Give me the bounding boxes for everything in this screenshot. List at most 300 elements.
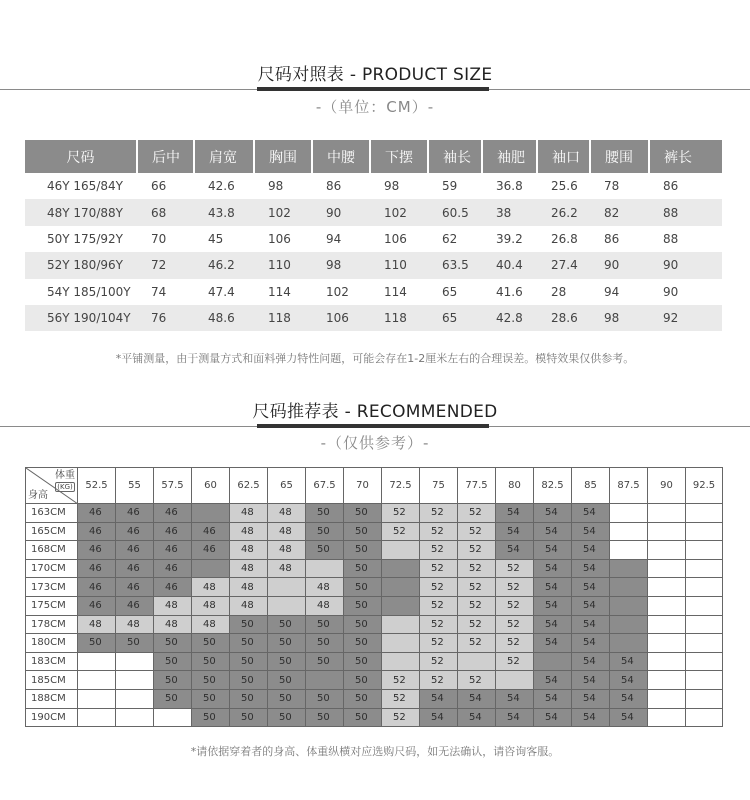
size-recommend-cell <box>420 689 458 708</box>
size-recommend-cell <box>648 559 686 578</box>
size-recommend-cell <box>458 504 496 523</box>
size-recommend-cell <box>458 522 496 541</box>
size-recommend-value: 52 <box>431 674 444 686</box>
size-recommend-value: 52 <box>431 618 444 630</box>
size-recommend-cell <box>344 596 382 615</box>
weight-header-cell: 75 <box>420 468 458 504</box>
size-chart-heading <box>0 60 750 85</box>
size-recommend-cell <box>610 522 648 541</box>
size-value-cell: 86 <box>604 231 620 246</box>
size-recommend-cell <box>686 578 723 597</box>
size-recommend-value: 48 <box>317 581 330 593</box>
size-recommend-value: 50 <box>355 544 368 556</box>
size-value-cell: 106 <box>312 305 370 331</box>
size-recommend-cell <box>306 634 344 653</box>
height-label-cell: 165CM <box>26 522 78 541</box>
size-recommend-cell <box>534 596 572 615</box>
size-recommend-value: 50 <box>355 618 368 630</box>
size-recommend-cell <box>420 634 458 653</box>
size-recommend-cell <box>610 504 648 523</box>
size-recommend-value: 50 <box>127 637 140 649</box>
size-value-cell: 48.6 <box>194 305 254 331</box>
size-recommend-cell <box>610 652 648 671</box>
size-recommend-cell <box>154 596 192 615</box>
size-recommend-cell <box>78 596 116 615</box>
size-recommend-cell <box>686 596 723 615</box>
size-recommend-value: 50 <box>355 581 368 593</box>
weight-header-cell: 80 <box>496 468 534 504</box>
size-recommend-value: 50 <box>165 656 178 668</box>
size-recommend-cell <box>344 615 382 634</box>
size-recommend-cell <box>78 578 116 597</box>
size-recommend-value: 48 <box>241 563 254 575</box>
weight-header-cell: 52.5 <box>78 468 116 504</box>
size-recommend-value: 46 <box>89 525 102 537</box>
corner-weight-label: 体重 <box>55 470 75 481</box>
size-recommend-cell <box>420 596 458 615</box>
size-recommend-value: 52 <box>469 600 482 612</box>
size-recommend-value: 50 <box>279 693 292 705</box>
size-recommend-cell <box>268 522 306 541</box>
size-recommend-cell <box>572 596 610 615</box>
size-recommend-cell <box>192 504 230 523</box>
size-recommend-cell <box>382 504 420 523</box>
size-recommend-cell <box>344 689 382 708</box>
size-recommend-value: 46 <box>89 563 102 575</box>
size-recommend-cell <box>192 615 230 634</box>
size-recommend-cell <box>458 689 496 708</box>
size-value-cell: 65 <box>442 284 458 299</box>
size-recommend-cell <box>648 596 686 615</box>
size-value-cell: 40.4 <box>482 252 537 278</box>
size-recommend-value: 46 <box>89 600 102 612</box>
size-recommend-cell <box>648 634 686 653</box>
size-recommend-cell <box>382 559 420 578</box>
size-value-cell: 88 <box>663 231 679 246</box>
size-recommend-value: 50 <box>203 711 216 723</box>
size-recommend-value: 48 <box>89 618 102 630</box>
size-value-cell: 118 <box>370 305 428 331</box>
size-recommend-cell <box>306 541 344 560</box>
size-recommend-value: 54 <box>507 544 520 556</box>
size-recommend-cell <box>192 652 230 671</box>
size-recommend-cell <box>230 541 268 560</box>
size-recommend-cell <box>382 596 420 615</box>
size-recommend-cell <box>572 504 610 523</box>
grid-corner-cell <box>26 468 78 504</box>
size-recommend-value: 48 <box>241 525 254 537</box>
size-recommend-value: 54 <box>583 693 596 705</box>
size-recommend-value: 52 <box>431 656 444 668</box>
size-recommend-value: 52 <box>393 711 406 723</box>
size-recommend-cell <box>420 559 458 578</box>
size-recommend-value: 48 <box>241 544 254 556</box>
height-label-cell: 178CM <box>26 615 78 634</box>
size-recommend-cell <box>648 522 686 541</box>
size-header-cell: 肩宽 <box>194 140 254 173</box>
size-recommend-value: 52 <box>393 674 406 686</box>
size-value-cell: 94 <box>326 231 342 246</box>
size-recommend-cell <box>344 541 382 560</box>
size-recommend-cell <box>496 596 534 615</box>
size-value-cell: 36.8 <box>496 179 523 194</box>
size-recommend-cell <box>78 615 116 634</box>
size-recommend-cell <box>154 522 192 541</box>
size-recommend-value: 52 <box>431 525 444 537</box>
size-recommend-value: 46 <box>165 507 178 519</box>
size-table-row <box>25 305 722 331</box>
size-recommend-value: 50 <box>203 656 216 668</box>
size-recommend-value: 50 <box>279 618 292 630</box>
size-value-cell: 90 <box>663 284 679 299</box>
size-recommend-cell <box>686 559 723 578</box>
size-recommend-value: 52 <box>507 600 520 612</box>
size-recommend-value: 54 <box>621 656 634 668</box>
size-recommend-value: 52 <box>507 563 520 575</box>
size-value-cell: 102 <box>326 284 349 299</box>
size-recommend-value: 48 <box>241 507 254 519</box>
size-recommend-value: 46 <box>89 581 102 593</box>
size-recommend-cell <box>268 578 306 597</box>
size-recommend-value: 48 <box>203 618 216 630</box>
size-recommend-value: 48 <box>203 581 216 593</box>
size-recommend-value: 54 <box>583 618 596 630</box>
size-recommend-value: 50 <box>355 637 368 649</box>
size-recommend-cell <box>268 671 306 690</box>
size-recommend-cell <box>496 559 534 578</box>
size-recommend-value: 54 <box>545 581 558 593</box>
size-recommend-cell <box>154 615 192 634</box>
size-recommend-cell <box>496 522 534 541</box>
size-value-cell: 110 <box>254 252 312 278</box>
size-recommend-cell <box>686 689 723 708</box>
size-recommend-value: 52 <box>507 581 520 593</box>
size-recommend-cell <box>230 522 268 541</box>
size-value-cell: 47.4 <box>208 284 235 299</box>
size-recommend-cell <box>496 652 534 671</box>
size-recommend-value: 48 <box>279 525 292 537</box>
size-recommend-cell <box>306 578 344 597</box>
size-recommend-cell <box>154 634 192 653</box>
size-recommend-cell <box>78 689 116 708</box>
size-recommend-cell <box>686 615 723 634</box>
size-value-cell: 26.2 <box>537 199 590 225</box>
size-recommend-cell <box>648 615 686 634</box>
size-recommend-value: 46 <box>127 507 140 519</box>
size-value-cell: 114 <box>384 284 407 299</box>
size-recommend-value: 54 <box>545 600 558 612</box>
size-value-cell: 70 <box>151 231 167 246</box>
size-recommend-cell <box>230 596 268 615</box>
size-recommend-cell <box>496 615 534 634</box>
size-recommend-value: 52 <box>469 581 482 593</box>
size-recommend-value: 50 <box>165 637 178 649</box>
size-recommend-cell <box>648 652 686 671</box>
size-recommend-value: 52 <box>469 563 482 575</box>
size-recommend-value: 48 <box>203 600 216 612</box>
size-header-cell: 袖口 <box>537 140 590 173</box>
size-value-cell: 65 <box>428 305 482 331</box>
size-value-cell: 63.5 <box>428 252 482 278</box>
size-recommend-cell <box>610 596 648 615</box>
size-recommend-cell <box>344 559 382 578</box>
size-value-cell: 62 <box>442 231 458 246</box>
size-recommend-value: 54 <box>545 563 558 575</box>
size-recommend-cell <box>572 578 610 597</box>
grid-row <box>26 541 723 560</box>
size-recommend-cell <box>534 541 572 560</box>
size-recommend-value: 48 <box>279 563 292 575</box>
size-recommend-cell <box>686 652 723 671</box>
size-recommend-cell <box>192 708 230 727</box>
height-label-cell: 163CM <box>26 504 78 523</box>
size-recommend-value: 52 <box>431 581 444 593</box>
size-recommend-value: 46 <box>165 563 178 575</box>
size-chart-unit: -（单位：CM）- <box>315 98 435 116</box>
size-recommend-cell <box>116 578 154 597</box>
size-value-cell: 74 <box>151 284 167 299</box>
size-value-cell: 26.8 <box>551 231 578 246</box>
size-recommend-value: 50 <box>317 618 330 630</box>
size-recommend-cell <box>154 504 192 523</box>
size-recommend-cell <box>534 671 572 690</box>
size-header-cell: 腰围 <box>590 140 649 173</box>
size-recommend-cell <box>268 504 306 523</box>
size-recommend-value: 50 <box>317 544 330 556</box>
size-recommend-cell <box>344 708 382 727</box>
size-recommend-value: 54 <box>583 507 596 519</box>
size-recommend-value: 46 <box>165 581 178 593</box>
recommend-grid-header <box>26 468 723 504</box>
size-table-row <box>25 252 722 278</box>
size-header-cell: 袖长 <box>428 140 482 173</box>
size-recommend-cell <box>268 596 306 615</box>
grid-row <box>26 559 723 578</box>
size-recommend-cell <box>496 671 534 690</box>
size-recommend-value: 50 <box>89 637 102 649</box>
size-recommend-value: 52 <box>469 544 482 556</box>
size-recommend-value: 54 <box>507 507 520 519</box>
size-value-cell: 45 <box>208 231 224 246</box>
size-recommend-cell <box>116 671 154 690</box>
size-recommend-cell <box>648 578 686 597</box>
size-value-cell: 28.6 <box>537 305 590 331</box>
size-recommend-cell <box>230 559 268 578</box>
size-recommend-value: 54 <box>583 581 596 593</box>
size-value-cell: 68 <box>137 199 194 225</box>
recommend-grid <box>25 467 723 727</box>
size-recommend-cell <box>458 596 496 615</box>
size-recommend-value: 54 <box>469 693 482 705</box>
size-recommend-cell <box>496 504 534 523</box>
size-recommend-cell <box>78 522 116 541</box>
size-recommend-cell <box>382 634 420 653</box>
size-value-cell: 106 <box>268 231 291 246</box>
size-recommend-cell <box>458 559 496 578</box>
size-recommend-value: 52 <box>393 525 406 537</box>
size-header-cell: 中腰 <box>312 140 370 173</box>
size-recommend-value: 54 <box>583 656 596 668</box>
recommend-chart-title: 尺码推荐表 - RECOMMENDED <box>252 402 498 422</box>
size-recommend-value: 46 <box>89 544 102 556</box>
size-recommend-cell <box>610 578 648 597</box>
size-recommend-value: 50 <box>317 693 330 705</box>
size-recommend-cell <box>268 615 306 634</box>
size-recommend-value: 54 <box>583 600 596 612</box>
size-recommend-cell <box>686 504 723 523</box>
size-label-cell: 48Y 170/88Y <box>25 199 137 225</box>
size-recommend-value: 54 <box>621 693 634 705</box>
size-recommend-cell <box>686 708 723 727</box>
size-recommend-value: 54 <box>431 693 444 705</box>
size-recommend-value: 52 <box>469 525 482 537</box>
size-value-cell: 102 <box>254 199 312 225</box>
size-value-cell: 98 <box>312 252 370 278</box>
size-recommend-cell <box>154 689 192 708</box>
size-recommend-value: 46 <box>89 507 102 519</box>
size-recommend-cell <box>154 671 192 690</box>
size-recommend-cell <box>116 708 154 727</box>
size-table-row <box>25 279 722 305</box>
size-recommend-cell <box>306 652 344 671</box>
size-recommend-cell <box>534 615 572 634</box>
size-recommend-cell <box>610 541 648 560</box>
size-recommend-value: 48 <box>127 618 140 630</box>
size-recommend-cell <box>382 689 420 708</box>
size-recommend-cell <box>192 634 230 653</box>
size-recommend-cell <box>230 671 268 690</box>
size-recommend-cell <box>610 634 648 653</box>
size-recommend-cell <box>610 689 648 708</box>
size-value-cell: 102 <box>370 199 428 225</box>
size-value-cell: 110 <box>370 252 428 278</box>
size-recommend-cell <box>154 578 192 597</box>
size-recommend-cell <box>382 522 420 541</box>
size-recommend-value: 50 <box>317 637 330 649</box>
size-recommend-value: 52 <box>507 618 520 630</box>
size-recommend-cell <box>534 652 572 671</box>
size-recommend-value: 52 <box>393 507 406 519</box>
size-table-row <box>25 173 722 199</box>
size-label-cell: 56Y 190/104Y <box>25 305 137 331</box>
corner-unit-label: (KG) <box>57 483 73 491</box>
size-recommend-value: 54 <box>621 674 634 686</box>
size-recommend-value: 46 <box>127 563 140 575</box>
size-recommend-value: 50 <box>355 693 368 705</box>
size-chart-note: *平铺测量，由于测量方式和面料弹力特性问题，可能会存在1-2厘米左右的合理误差。模特效果仅供参考。 <box>115 352 635 365</box>
size-recommend-value: 50 <box>241 618 254 630</box>
size-recommend-cell <box>382 652 420 671</box>
size-chart-title: 尺码对照表 - PRODUCT SIZE <box>257 65 493 85</box>
size-recommend-cell <box>268 708 306 727</box>
size-recommend-cell <box>154 708 192 727</box>
size-recommend-value: 50 <box>165 674 178 686</box>
weight-header-cell: 70 <box>344 468 382 504</box>
size-recommend-value: 54 <box>583 563 596 575</box>
size-value-cell: 60.5 <box>428 199 482 225</box>
size-value-cell: 25.6 <box>551 179 578 194</box>
size-recommend-cell <box>268 689 306 708</box>
size-recommend-cell <box>458 615 496 634</box>
weight-header-cell: 67.5 <box>306 468 344 504</box>
height-label-cell: 185CM <box>26 671 78 690</box>
size-recommend-cell <box>116 596 154 615</box>
size-table-row <box>25 199 722 225</box>
size-recommend-cell <box>230 689 268 708</box>
size-recommend-value: 50 <box>317 656 330 668</box>
height-label-cell: 180CM <box>26 634 78 653</box>
grid-row <box>26 578 723 597</box>
height-label-cell: 190CM <box>26 708 78 727</box>
size-recommend-cell <box>648 671 686 690</box>
size-recommend-value: 54 <box>545 711 558 723</box>
weight-header-cell: 92.5 <box>686 468 723 504</box>
size-value-cell: 27.4 <box>537 252 590 278</box>
size-recommend-cell <box>230 652 268 671</box>
size-value-cell: 38 <box>482 199 537 225</box>
size-recommend-cell <box>306 671 344 690</box>
size-recommend-cell <box>230 578 268 597</box>
size-recommend-value: 48 <box>317 600 330 612</box>
size-recommend-cell <box>78 671 116 690</box>
size-recommend-value: 50 <box>317 507 330 519</box>
size-recommend-cell <box>154 541 192 560</box>
size-header-cell: 尺码 <box>25 140 137 173</box>
size-recommend-value: 50 <box>355 600 368 612</box>
size-value-cell: 90 <box>312 199 370 225</box>
size-recommend-value: 46 <box>165 525 178 537</box>
size-recommend-cell <box>496 634 534 653</box>
size-header-cell: 下摆 <box>370 140 428 173</box>
size-recommend-cell <box>496 578 534 597</box>
weight-header-cell: 72.5 <box>382 468 420 504</box>
size-recommend-cell <box>116 652 154 671</box>
size-recommend-cell <box>610 671 648 690</box>
size-header-cell: 后中 <box>137 140 194 173</box>
height-label-cell: 170CM <box>26 559 78 578</box>
size-value-cell: 43.8 <box>194 199 254 225</box>
size-recommend-cell <box>458 541 496 560</box>
grid-row <box>26 708 723 727</box>
weight-header-cell: 57.5 <box>154 468 192 504</box>
size-recommend-value: 50 <box>279 674 292 686</box>
size-header-cell: 胸围 <box>254 140 312 173</box>
recommend-chart-note: *请依据穿着者的身高、体重纵横对应选购尺码，如无法确认，请咨询客服。 <box>190 745 560 758</box>
size-recommend-value: 52 <box>469 507 482 519</box>
size-recommend-cell <box>648 708 686 727</box>
size-recommend-value: 48 <box>279 507 292 519</box>
size-recommend-cell <box>192 559 230 578</box>
size-value-cell: 98 <box>590 305 649 331</box>
size-recommend-value: 48 <box>165 618 178 630</box>
size-recommend-cell <box>268 652 306 671</box>
height-label-cell: 183CM <box>26 652 78 671</box>
size-recommend-cell <box>306 522 344 541</box>
size-recommend-cell <box>610 708 648 727</box>
size-recommend-cell <box>78 634 116 653</box>
size-recommend-cell <box>192 671 230 690</box>
size-recommend-cell <box>458 634 496 653</box>
size-recommend-value: 52 <box>469 637 482 649</box>
size-recommend-cell <box>306 504 344 523</box>
size-recommend-value: 50 <box>317 525 330 537</box>
size-recommend-value: 54 <box>507 711 520 723</box>
size-recommend-value: 48 <box>165 600 178 612</box>
size-recommend-cell <box>116 559 154 578</box>
size-recommend-value: 54 <box>431 711 444 723</box>
size-recommend-cell <box>78 559 116 578</box>
size-recommend-cell <box>648 541 686 560</box>
